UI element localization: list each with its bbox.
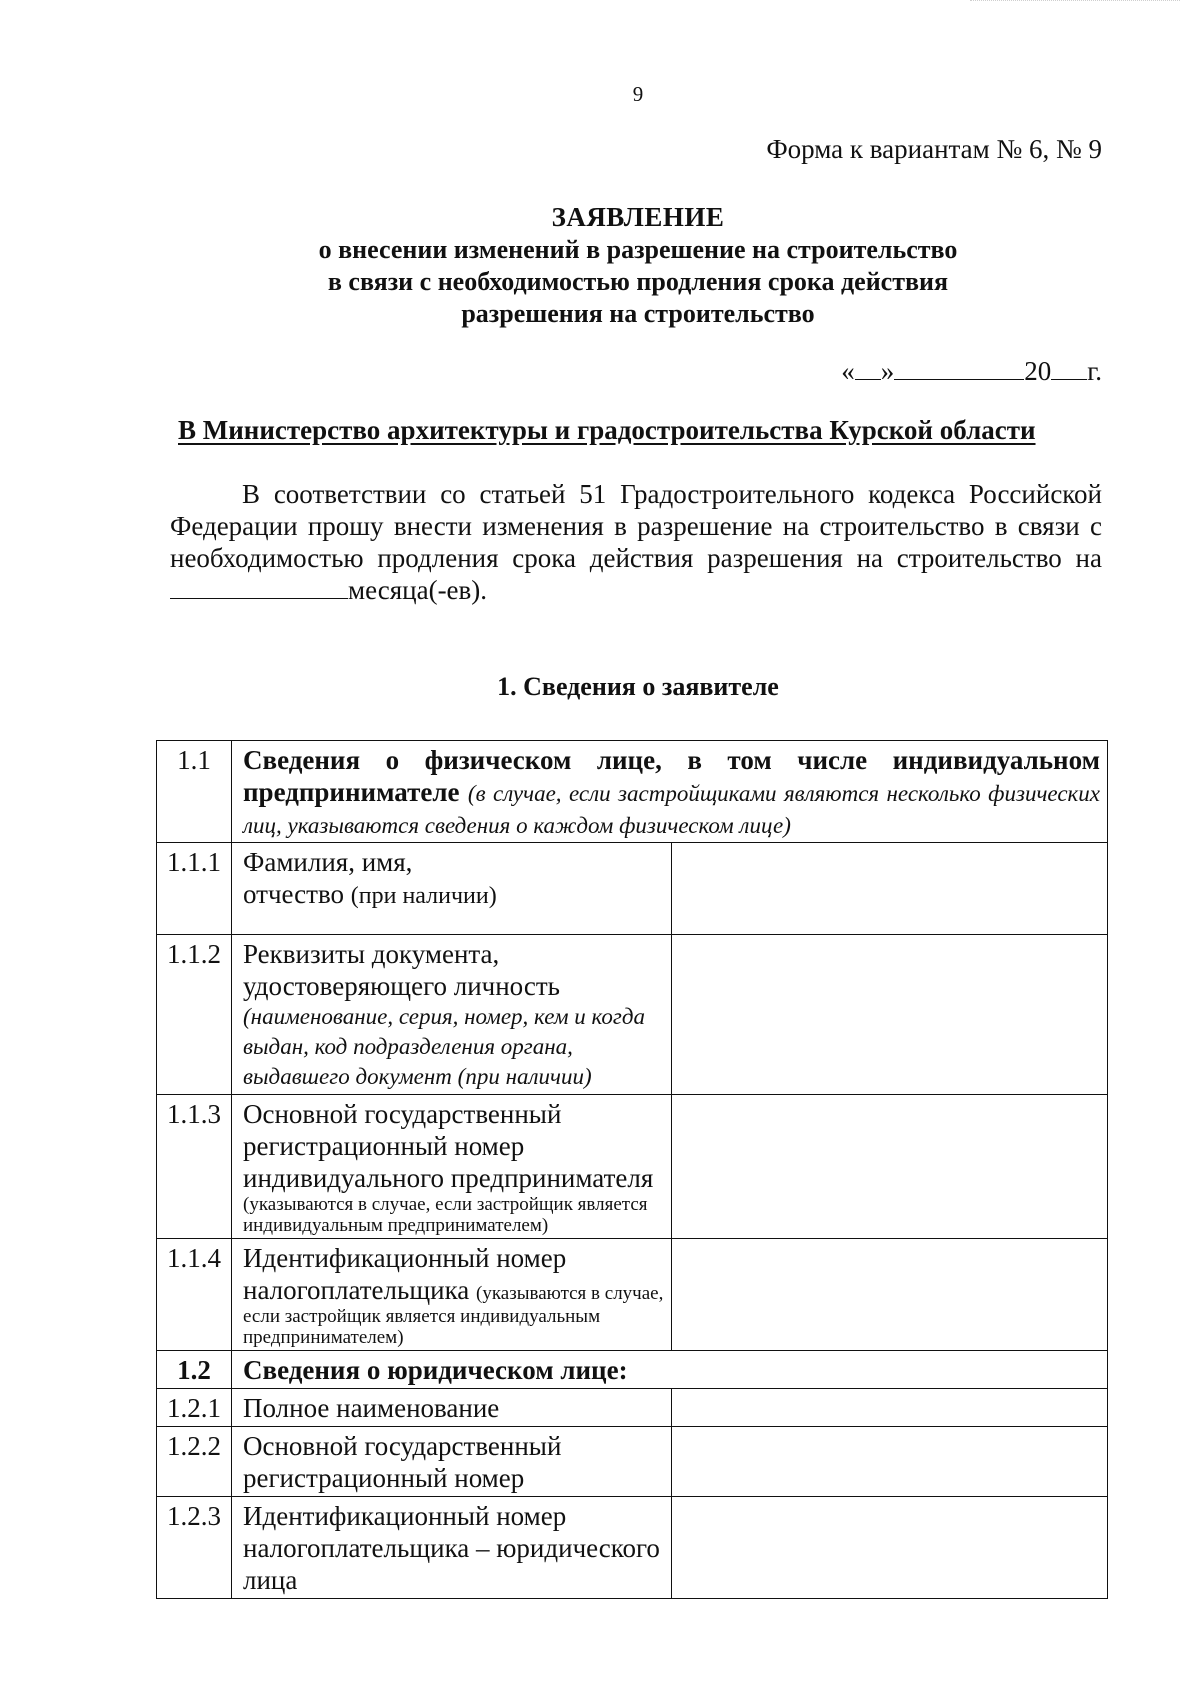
months-blank[interactable] <box>170 576 348 599</box>
row-label <box>232 843 672 935</box>
year-blank[interactable] <box>1051 357 1087 380</box>
intro-text-end: месяца(-ев). <box>348 575 488 605</box>
table-row <box>157 935 1108 1095</box>
row-number: 1.2.1 <box>157 1389 232 1427</box>
row-number: 1.1.2 <box>157 935 232 1095</box>
document-title <box>0 200 1200 330</box>
row-number: 1.1 <box>157 741 232 843</box>
section-1-title: 1. Сведения о заявителе <box>497 672 779 701</box>
identity-document-input[interactable] <box>672 935 1108 1095</box>
table-row <box>157 1427 1108 1497</box>
table-row <box>157 741 1108 843</box>
table-row <box>157 1351 1108 1389</box>
row-label: Сведения о юридическом лице: <box>232 1351 1108 1389</box>
inn-company-input[interactable] <box>672 1497 1108 1599</box>
title-line-3: разрешения на строительство <box>461 299 815 328</box>
label-line: Идентификационный номер <box>243 1243 567 1273</box>
label-line: налогоплательщика <box>243 1275 470 1305</box>
title-line-2: в связи с необходимостью продления срока действия <box>327 267 949 296</box>
row-number: 1.2.3 <box>157 1497 232 1599</box>
label-line: индивидуального предпринимателя <box>243 1163 654 1193</box>
year-suffix: г. <box>1087 356 1102 386</box>
full-company-name-input[interactable] <box>672 1389 1108 1427</box>
title-line-1: о внесении изменений в разрешение на строительство <box>318 235 958 264</box>
row-number: 1.2.2 <box>157 1427 232 1497</box>
day-blank[interactable] <box>855 357 881 380</box>
label-line: Идентификационный номер <box>243 1501 567 1531</box>
row-label <box>232 1095 672 1239</box>
label-note-inline: (указываются в случае, <box>476 1283 664 1304</box>
label-line: удостоверяющего личность <box>243 971 560 1001</box>
form-reference: Форма к вариантам № 6, № 9 <box>766 134 1102 164</box>
ogrnip-input[interactable] <box>672 1095 1108 1239</box>
row-label: Полное наименование <box>232 1389 672 1427</box>
row-number: 1.2 <box>157 1351 232 1389</box>
year-prefix: 20 <box>1024 356 1052 386</box>
label-line: регистрационный номер <box>243 1131 525 1161</box>
inn-ip-input[interactable] <box>672 1239 1108 1351</box>
label-line: Фамилия, имя, <box>243 847 413 877</box>
date-field[interactable] <box>841 356 1102 387</box>
ogrn-input[interactable] <box>672 1427 1108 1497</box>
recipient-line: В Министерство архитектуры и градостроительства Курской области <box>178 415 1036 445</box>
row-label-bold: Сведения о физическом лице, в том числе индивидуальном предпринимателе <box>243 745 1100 807</box>
intro-text: В соответствии со статьей 51 Градостроительного кодекса Российской Федерации прошу внести изменения в разрешение на строительство в связи с необходимостью продления срока действия разрешения на строительство на <box>170 479 1102 573</box>
table-row <box>157 1095 1108 1239</box>
row-label: Реквизиты документа, удостоверяющего личность (наименование, серия, номер, кем и когда выдан, код подразделения органа, выдавшего документ (при наличии) <box>232 935 672 1095</box>
row-label <box>232 741 1108 843</box>
table-row <box>157 1497 1108 1599</box>
table-row <box>157 1239 1108 1351</box>
row-number: 1.1.4 <box>157 1239 232 1351</box>
row-number: 1.1.1 <box>157 843 232 935</box>
label-line: Реквизиты документа, <box>243 939 500 969</box>
full-name-input[interactable] <box>672 843 1108 935</box>
date-open-quote: « <box>841 356 855 386</box>
date-close-quote: » <box>880 356 895 386</box>
label-line: отчество <box>243 879 345 909</box>
label-line: Основной государственный <box>243 1431 562 1461</box>
row-label <box>232 1427 672 1497</box>
row-label <box>232 1239 672 1351</box>
intro-paragraph <box>170 478 1102 606</box>
label-hint: (при наличии) <box>350 883 497 909</box>
label-note: наименование, серия, номер, кем и когда выдан, код подразделения органа, выдавшего документ (при наличии) <box>243 1004 646 1089</box>
applicant-info-table <box>156 740 1108 1599</box>
label-line: налогоплательщика – юридического <box>243 1533 660 1563</box>
month-blank[interactable] <box>894 357 1024 380</box>
row-note: (в случае, если застройщиками являются несколько физических лиц, указываются сведения о каждом физическом лице) <box>243 781 1100 838</box>
table-row <box>157 1389 1108 1427</box>
page-number: 9 <box>632 82 644 106</box>
scan-artifact <box>970 0 1180 7</box>
label-note: если застройщик является индивидуальным предпринимателем) <box>243 1306 601 1348</box>
row-number: 1.1.3 <box>157 1095 232 1239</box>
label-line: лица <box>243 1565 298 1595</box>
label-line: регистрационный номер <box>243 1463 525 1493</box>
label-note: (указываются в случае, если застройщик является индивидуальным предпринимателем) <box>243 1194 648 1236</box>
title-main: ЗАЯВЛЕНИЕ <box>551 202 725 232</box>
label-line: Основной государственный <box>243 1099 562 1129</box>
row-label <box>232 1497 672 1599</box>
table-row <box>157 843 1108 935</box>
